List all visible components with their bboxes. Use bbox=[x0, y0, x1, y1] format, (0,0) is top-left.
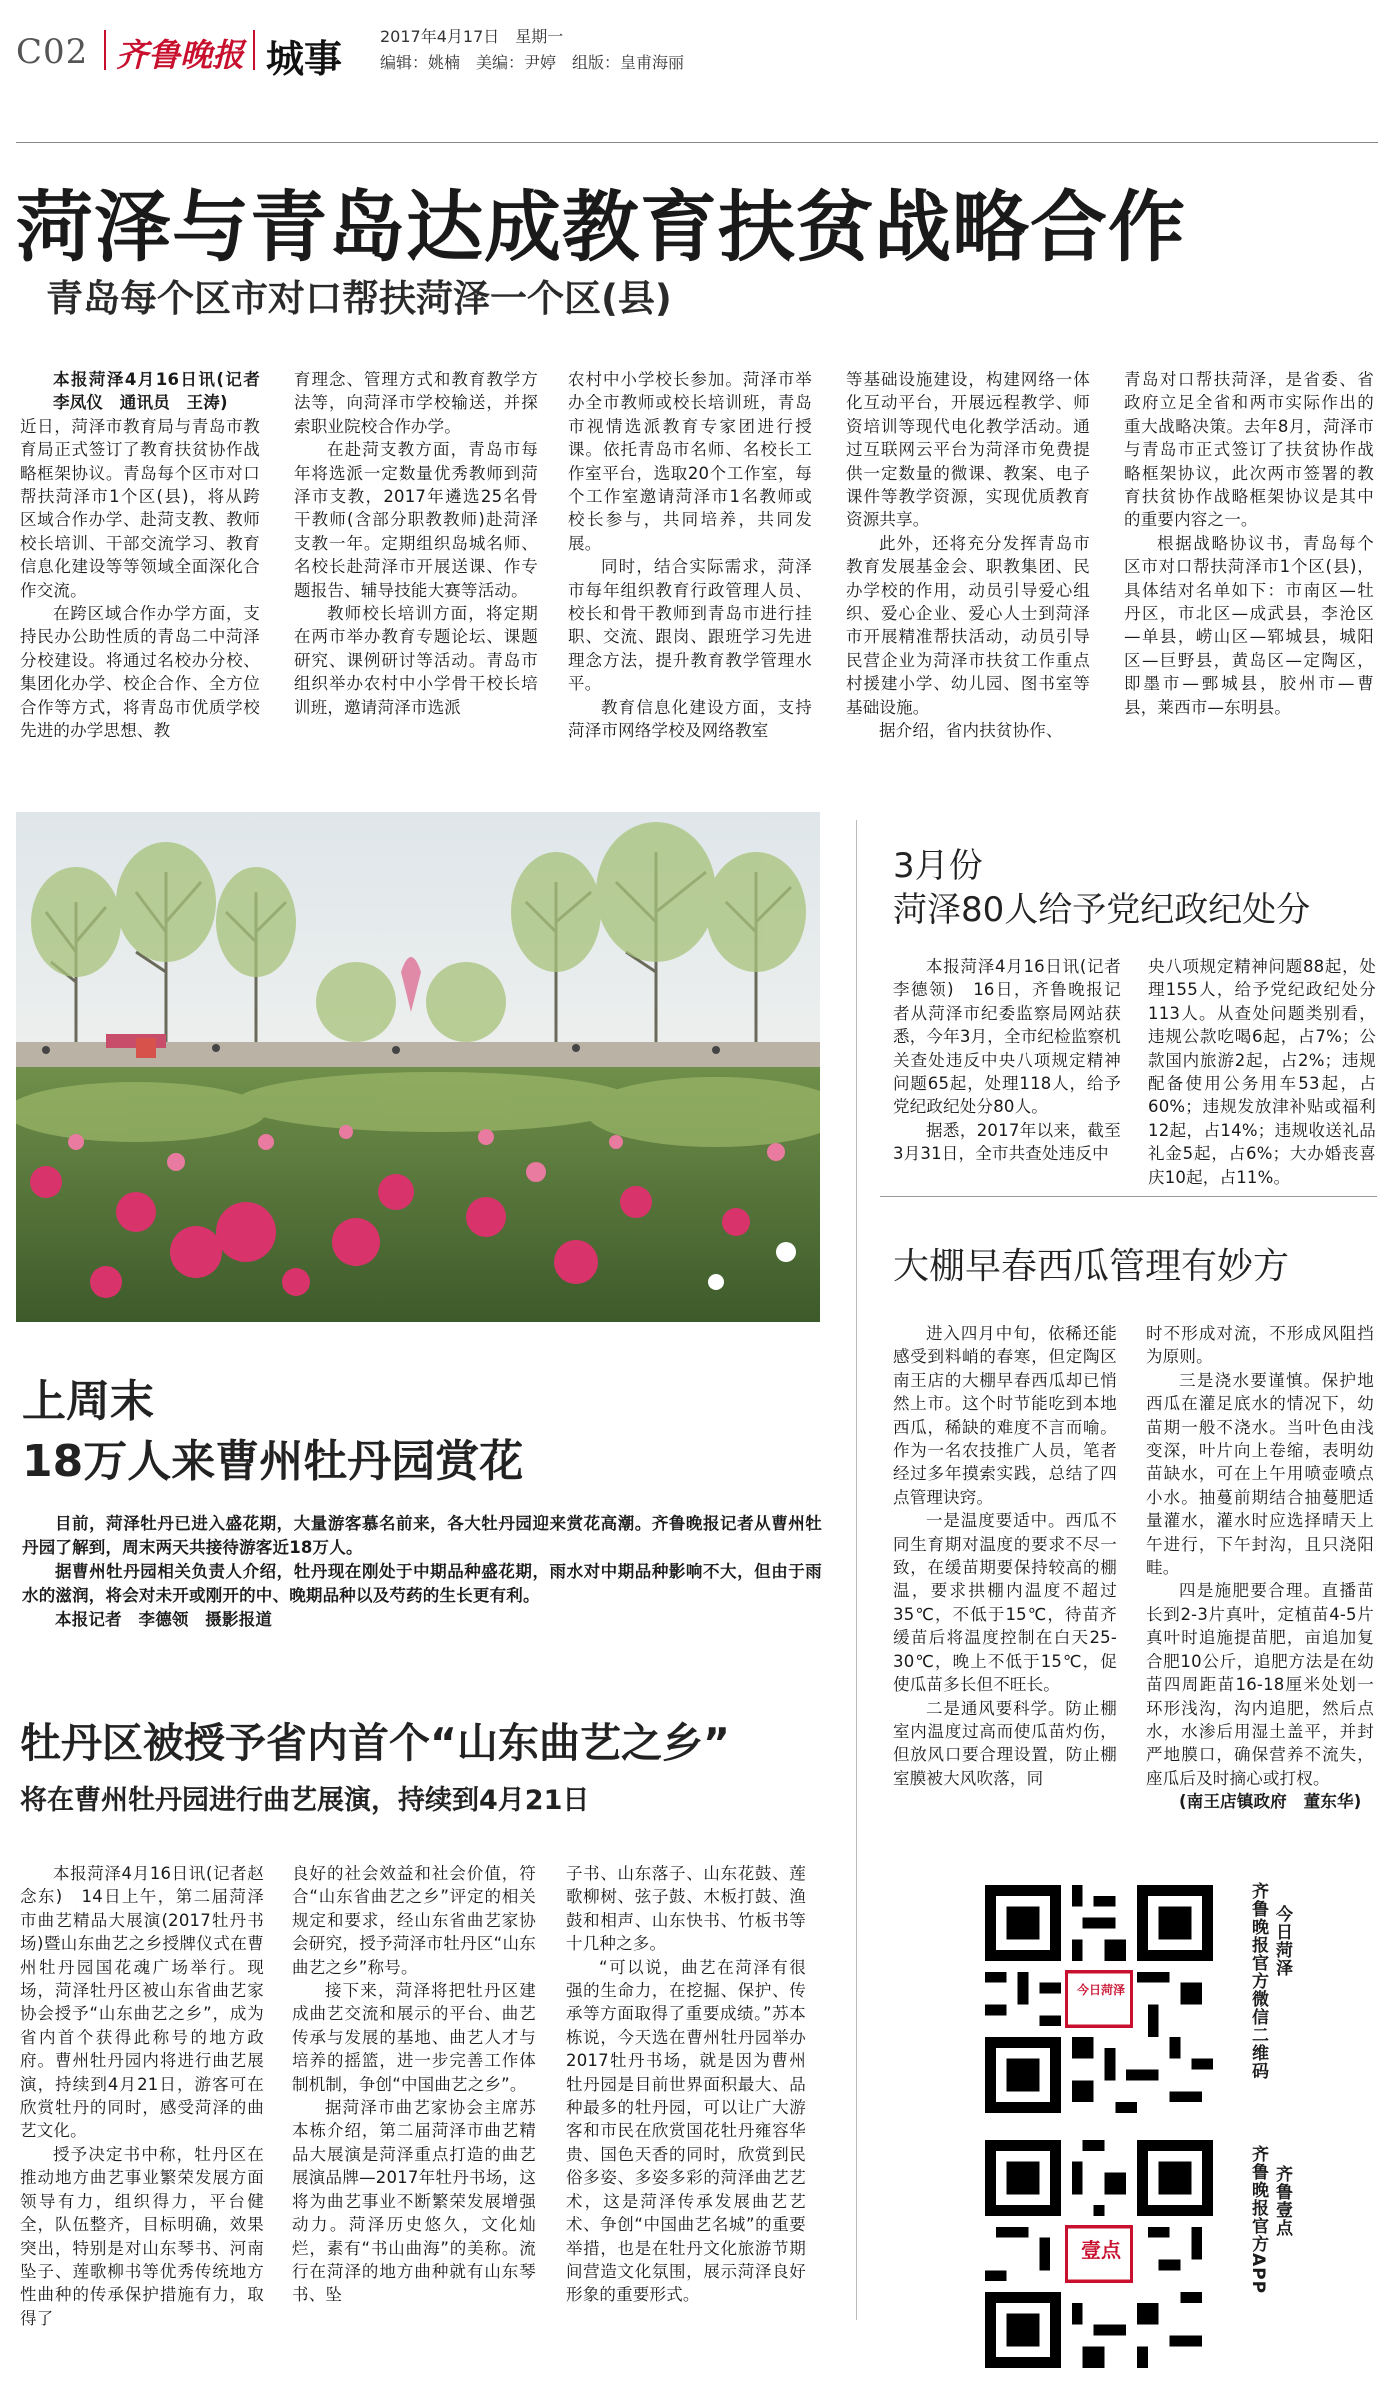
photo-caption-para: 据曹州牡丹园相关负责人介绍，牡丹现在刚处于中期品种盛花期，雨水对中期品种影响不大，但由于雨水的滋润，将会对未开或刚开的中、晚期品种以及芍药的生长更有利。 bbox=[22, 1562, 822, 1605]
article1-headline: 菏泽与青岛达成教育扶贫战略合作 bbox=[16, 184, 1186, 273]
article4-subhead: 将在曹州牡丹园进行曲艺展演，持续到4月21日 bbox=[20, 1785, 590, 1816]
article1-column-3 bbox=[568, 368, 812, 743]
article1-para: 教师校长培训方面，将定期在两市举办教育专题论坛、课题研究、课例研讨等活动。青岛市组织举办农村中小学骨干校长培训班，邀请菏泽市选派 bbox=[294, 604, 538, 717]
article1-subhead: 青岛每个区市对口帮扶菏泽一个区(县) bbox=[46, 277, 672, 320]
peony-garden-photo bbox=[16, 812, 820, 1322]
app-qr-label: 齐鲁晚报官方APP bbox=[1248, 2145, 1268, 2295]
article4-headline: 牡丹区被授予省内首个“山东曲艺之乡” bbox=[20, 1719, 730, 1767]
header-divider-2 bbox=[253, 30, 255, 70]
app-qr-label-2: 齐鲁壹点 bbox=[1272, 2165, 1292, 2237]
article4-para: 授予决定书中称，牡丹区在推动地方曲艺事业繁荣发展方面领导有力，组织得力，平台健全，队伍整齐，目标明确，效果突出，特别是对山东琴书、河南坠子、莲歌柳书等优秀传统地方性曲种的传承保护措施有力，取得了 bbox=[20, 2144, 264, 2328]
article1-para: 农村中小学校长参加。菏泽市举办全市教师或校长培训班，青岛市视情选派教育专家团进行授课。依托青岛市名师、名校长工作室平台，选取20个工作室，每个工作室邀请菏泽市1名教师或校长参与，共同培养，共同发展。 bbox=[568, 370, 812, 553]
wechat-qr-badge: 今日菏泽 bbox=[1076, 1983, 1125, 1997]
article2-rule bbox=[880, 1196, 1377, 1197]
article2-headline-1: 3月份 bbox=[893, 846, 983, 886]
photo-caption-body bbox=[22, 1512, 822, 1632]
article2-column-1 bbox=[893, 955, 1138, 1166]
photo-caption-headline-2: 18万人来曹州牡丹园赏花 bbox=[22, 1436, 524, 1487]
article3-para: 进入四月中旬，依稀还能感受到料峭的春寒，但定陶区南王店的大棚早春西瓜却已悄然上市。这个时节能吃到本地西瓜，稀缺的难度不言而喻。作为一名农技推广人员，笔者经过多年摸索实践，总结了四点管理诀窍。 bbox=[893, 1324, 1117, 1507]
article1-para: 根据战略协议书，青岛每个区市对口帮扶菏泽市1个区(县)，具体结对名单如下：市南区—牡丹区，市北区—成武县，李沧区—单县，崂山区—郓城县，城阳区—巨野县，黄岛区—定陶区，即墨市—鄄城县，胶州市—曹县，莱西市—东明县。 bbox=[1124, 533, 1374, 717]
article4-para: 良好的社会效益和社会价值，符合“山东省曲艺之乡”评定的相关规定和要求，经山东省曲艺家协会研究，授予菏泽市牡丹区“山东曲艺之乡”称号。 bbox=[292, 1864, 536, 1977]
article3-para: 二是通风要科学。防止棚室内温度过高而使瓜苗灼伤，但放风口要合理设置，防止棚室膜被大风吹落，同 bbox=[893, 1698, 1117, 1788]
issue-date: 2017年4月17日 星期一 bbox=[380, 27, 564, 46]
article2-column-2 bbox=[1148, 955, 1376, 1189]
article1-column-5 bbox=[1124, 368, 1374, 719]
article1-para: 育理念、管理方式和教育教学方法等，向菏泽市学校输送，并探索职业院校合作办学。 bbox=[294, 370, 538, 436]
article3-para: 三是浇水要谨慎。保护地西瓜在灌足底水的情况下，幼苗期一般不浇水。当叶色由浅变深，叶片向上卷缩，表明幼苗缺水，可在上午用喷壶喷点小水。抽蔓前期结合抽蔓肥适量灌水，灌水时应选择晴天上午进行，下午封沟，且只浇阳畦。 bbox=[1146, 1370, 1374, 1578]
wechat-qr-label: 齐鲁晚报官方微信二维码 bbox=[1248, 1882, 1268, 2080]
article1-para: 据介绍，省内扶贫协作、 bbox=[879, 721, 1063, 741]
article3-para: 四是施肥要合理。直播苗长到2-3片真叶，定植苗4-5片真叶时追施提苗肥，亩追加复合肥10公斤，追肥方法是在幼苗四周距苗16-18厘米处划一环形浅沟，沟内追肥，然后点水，水渗后用湿土盖平，并封严地膜口，确保营养不流失，座瓜后及时摘心或打杈。 bbox=[1146, 1581, 1374, 1788]
header-rule bbox=[16, 142, 1378, 143]
article1-para: 青岛对口帮扶菏泽，是省委、省政府立足全省和两市实际作出的重大战略决策。去年8月，菏泽市与青岛市正式签订了扶贫协作战略框架协议，此次两市签署的教育扶贫协作战略框架协议是其中的重要内容之一。 bbox=[1124, 370, 1374, 530]
app-qr-code[interactable] bbox=[985, 2140, 1213, 2368]
photo-caption-para: 目前，菏泽牡丹已进入盛花期，大量游客慕名前来，各大牡丹园迎来赏花高潮。齐鲁晚报记者从曹州牡丹园了解到，周末两天共接待游客近18万人。 bbox=[22, 1514, 822, 1557]
article2-headline-2: 菏泽80人给予党纪政纪处分 bbox=[893, 890, 1311, 930]
article3-column-2 bbox=[1146, 1322, 1374, 1814]
wechat-qr-code[interactable] bbox=[985, 1885, 1213, 2113]
article1-byline: 本报菏泽4月16日讯(记者李凤仪 通讯员 王涛) bbox=[53, 370, 260, 413]
article1-column-1 bbox=[20, 368, 260, 743]
article1-para: 在跨区域合作办学方面，支持民办公助性质的青岛二中菏泽分校建设。将通过名校办分校、集团化办学、校企合作、全方位合作等方式，将青岛市优质学校先进的办学思想、教 bbox=[20, 604, 260, 741]
article4-para: 据菏泽市曲艺家协会主席苏本栋介绍，第二届菏泽市曲艺精品大展演是菏泽重点打造的曲艺展演品牌—2017年牡丹书场，这将为曲艺事业不断繁荣发展增强动力。菏泽历史悠久，文化灿烂，素有“书山曲海”的美称。流行在菏泽的地方曲种就有山东琴书、坠 bbox=[292, 2098, 536, 2305]
article1-para: 同时，结合实际需求，菏泽市每年组织教育行政管理人员、校长和骨干教师到青岛市进行挂职、交流、跟岗、跟班学习先进理念方法，提升教育教学管理水平。 bbox=[568, 557, 812, 694]
paper-logo: 齐鲁晚报 bbox=[116, 36, 245, 74]
article1-column-2 bbox=[294, 368, 538, 719]
article1-para: 此外，还将充分发挥青岛市教育发展基金会、职教集团、民办学校的作用，动员引导爱心组织、爱心企业、爱心人士到菏泽市开展精准帮扶活动，动员引导民营企业为菏泽市扶贫工作重点村援建小学、幼儿园、图书室等基础设施。 bbox=[846, 533, 1090, 717]
staff-credits: 编辑：姚楠 美编：尹婷 组版：皇甫海丽 bbox=[380, 53, 685, 72]
article3-para: 一是温度要适中。西瓜不同生育期对温度的要求不尽一致，在缓苗期要保持较高的棚温，要求拱棚内温度不超过35℃，不低于15℃，待苗齐缓苗后将温度控制在白天25-30℃，晚上不低于15℃，促使瓜苗多长但不旺长。 bbox=[893, 1511, 1117, 1695]
section-title: 城事 bbox=[266, 37, 343, 81]
article1-para: 教育信息化建设方面，支持菏泽市网络学校及网络教室 bbox=[568, 697, 812, 741]
app-qr-badge: 壹点 bbox=[1081, 2238, 1121, 2262]
article3-column-1 bbox=[893, 1322, 1117, 1790]
article4-para: 接下来，菏泽将把牡丹区建成曲艺交流和展示的平台、曲艺传承与发展的基地、曲艺人才与培养的摇篮，进一步完善工作体制机制，争创“中国曲艺之乡”。 bbox=[292, 1981, 536, 2094]
article4-para: 子书、山东落子、山东花鼓、莲歌柳树、弦子鼓、木板打鼓、渔鼓和相声、山东快书、竹板书等十几种之多。 bbox=[566, 1864, 806, 1954]
article4-column-1 bbox=[20, 1862, 264, 2330]
article4-para: “可以说，曲艺在菏泽有很强的生命力，在挖掘、保护、传承等方面取得了重要成绩。”苏本栋说，今天选在曹州牡丹园举办2017牡丹书场，就是因为曹州牡丹园是目前世界面积最大、品种最多的牡丹园，可以让广大游客和市民在欣赏国花牡丹雍容华贵、国色天香的同时，欣赏到民俗多姿、多姿多彩的菏泽曲艺艺术，这是菏泽传承发展曲艺艺术、争创“中国曲艺名城”的重要举措，也是在牡丹文化旅游节期间营造文化氛围，展示菏泽良好形象的重要形式。 bbox=[566, 1957, 806, 2305]
header-divider-1 bbox=[104, 30, 106, 70]
article4-column-2 bbox=[292, 1862, 536, 2307]
article3-headline: 大棚早春西瓜管理有妙方 bbox=[893, 1246, 1290, 1287]
article4-para: 本报菏泽4月16日讯(记者赵念东) 14日上午，第二届菏泽市曲艺精品大展演(2017牡丹书场)暨山东曲艺之乡授牌仪式在曹州牡丹园国花魂广场举行。现场，菏泽牡丹区被山东省曲艺家协会授予“山东曲艺之乡”，成为省内首个获得此称号的地方政府。曹州牡丹园内将进行曲艺展演，持续到4月21日，游客可在欣赏牡丹的同时，感受菏泽的曲艺文化。 bbox=[20, 1864, 264, 2141]
article1-para: 等基础设施建设，构建网络一体化互动平台，开展远程教学、师资培训等现代电化教学活动。通过互联网云平台为菏泽市免费提供一定数量的微课、教案、电子课件等教学资源，实现优质教育资源共享。 bbox=[846, 370, 1090, 530]
article3-credit: (南王店镇政府 董东华) bbox=[1179, 1792, 1362, 1812]
photo-caption-credit: 本报记者 李德领 摄影报道 bbox=[55, 1610, 273, 1629]
page-number: C02 bbox=[16, 32, 89, 72]
article4-column-3 bbox=[566, 1862, 806, 2307]
photo-caption-headline-1: 上周末 bbox=[22, 1376, 154, 1427]
article1-para: 近日，菏泽市教育局与青岛市教育局正式签订了教育扶贫协作战略框架协议。青岛每个区市对口帮扶菏泽市1个区(县)，将从跨区域合作办学、赴菏支教、教师校长培训、干部交流学习、教育信息化建设等等领域全面深化合作交流。 bbox=[20, 416, 260, 600]
article3-para: 时不形成对流，不形成风阻挡为原则。 bbox=[1146, 1324, 1374, 1367]
article2-para: 本报菏泽4月16日讯(记者 李德领) 16日，齐鲁晚报记者从菏泽市纪委监察局网站获悉，今年3月，全市纪检监察机关查处违反中央八项规定精神问题65起，处理118人，给予党纪政纪处分80人。 bbox=[893, 957, 1138, 1117]
article2-para: 据悉，2017年以来，截至3月31日，全市共查处违反中 bbox=[893, 1120, 1121, 1164]
article2-para: 央八项规定精神问题88起，处理155人，给予党纪政纪处分113人。从查处问题类别看，违规公款吃喝6起，占7%；公款国内旅游2起，占2%；违规配备使用公务用车53起，占60%；违规发放津补贴或福利12起，占14%；违规收送礼品礼金5起，占6%；大办婚丧喜庆10起，占11%。 bbox=[1148, 957, 1376, 1187]
peony-garden-image bbox=[16, 812, 820, 1322]
article1-column-4 bbox=[846, 368, 1090, 743]
column-separator bbox=[856, 820, 857, 2320]
wechat-qr-label-2: 今日菏泽 bbox=[1272, 1905, 1292, 1977]
article1-para: 在赴菏支教方面，青岛市每年将选派一定数量优秀教师到菏泽市支教，2017年遴选25名骨干教师(含部分职教教师)赴菏泽支教一年。定期组织岛城名师、名校长赴菏泽市开展送课、作专题报告、辅导技能大赛等活动。 bbox=[294, 440, 538, 600]
